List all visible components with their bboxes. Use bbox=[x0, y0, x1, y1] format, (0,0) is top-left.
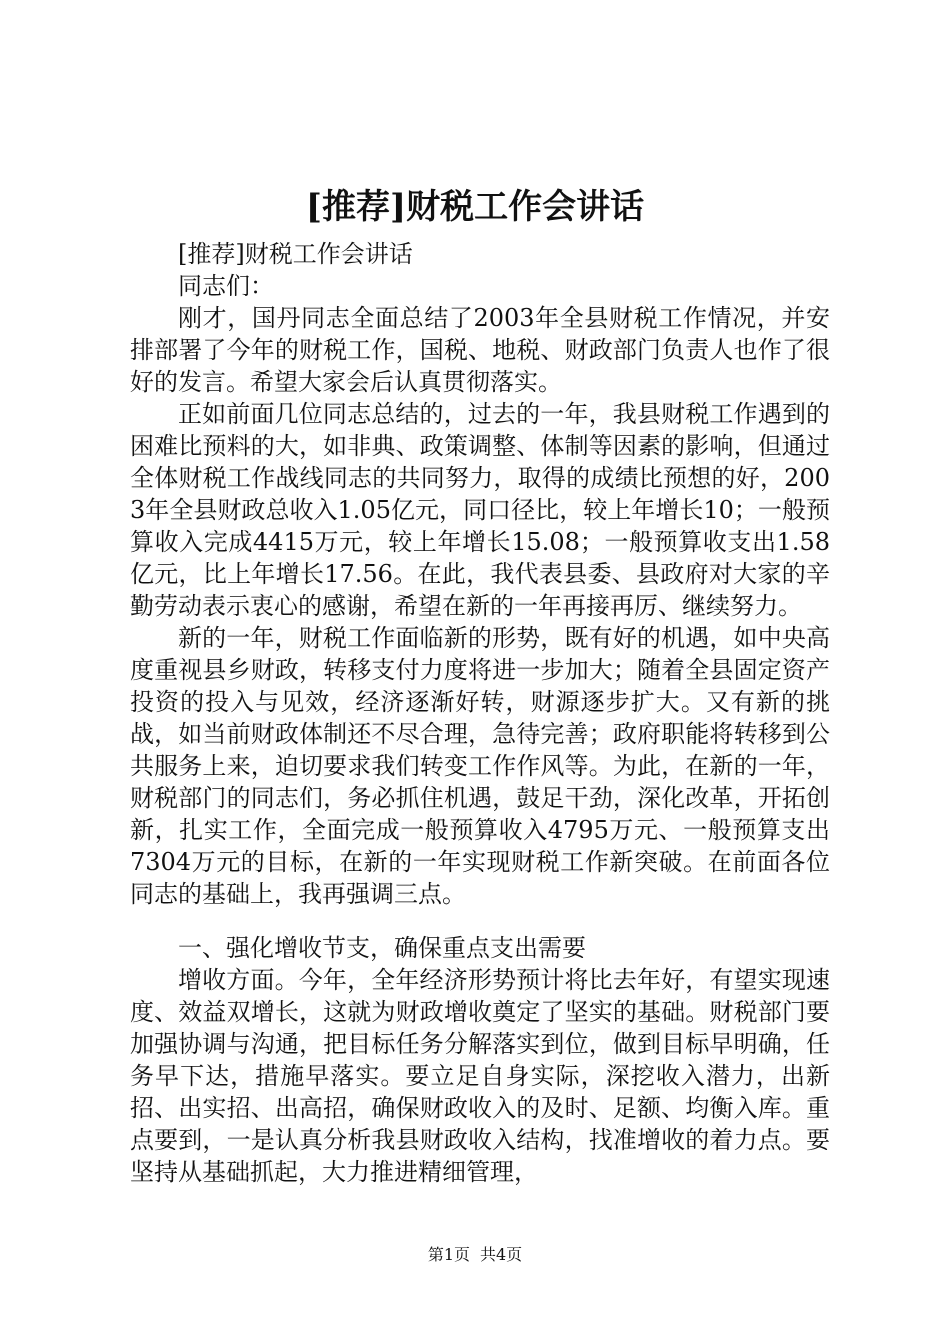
paragraph: 正如前面几位同志总结的，过去的一年，我县财税工作遇到的困难比预料的大，如非典、政策调整、体制等因素的影响，但通过全体财税工作战线同志的共同努力，取得的成绩比预想的好，2003年全县财政总收入1.05亿元，同口径比，较上年增长10；一般预算收入完成4415万元，较上年增长15.08；一般预算收支出1.58亿元，比上年增长17.56。在此，我代表县委、县政府对大家的辛勤劳动表示衷心的感谢，希望在新的一年再接再厉、继续努力。 bbox=[130, 400, 830, 620]
document-body bbox=[130, 238, 830, 1188]
paragraph: 新的一年，财税工作面临新的形势，既有好的机遇，如中央高度重视县乡财政，转移支付力度将进一步加大；随着全县固定资产投资的投入与见效，经济逐渐好转，财源逐步扩大。又有新的挑战，如当前财政体制还不尽合理，急待完善；政府职能将转移到公共服务上来，迫切要求我们转变工作作风等。为此，在新的一年，财税部门的同志们，务必抓住机遇，鼓足干劲，深化改革，开拓创新，扎实工作，全面完成一般预算收入4795万元、一般预算支出7304万元的目标，在新的一年实现财税工作新突破。在前面各位同志的基础上，我再强调三点。 bbox=[130, 624, 830, 908]
paragraph-subtitle: [推荐]财税工作会讲话 bbox=[178, 240, 413, 268]
page-total: 共4页 bbox=[480, 1245, 523, 1264]
paragraph: 增收方面。今年，全年经济形势预计将比去年好，有望实现速度、效益双增长，这就为财政增收奠定了坚实的基础。财税部门要加强协调与沟通，把目标任务分解落实到位，做到目标早明确，任务早下达，措施早落实。要立足自身实际，深挖收入潜力，出新招、出实招、出高招，确保财政收入的及时、足额、均衡入库。重点要到，一是认真分析我县财政收入结构，找准增收的着力点。要坚持从基础抓起，大力推进精细管理， bbox=[130, 966, 830, 1186]
section-heading: 一、强化增收节支，确保重点支出需要 bbox=[178, 934, 586, 962]
page-number: 第1页 bbox=[427, 1245, 470, 1264]
document-title: [推荐]财税工作会讲话 bbox=[305, 187, 645, 227]
paragraph: 刚才，国丹同志全面总结了2003年全县财税工作情况，并安排部署了今年的财税工作，国税、地税、财政部门负责人也作了很好的发言。希望大家会后认真贯彻落实。 bbox=[130, 304, 830, 396]
paragraph-salutation: 同志们： bbox=[178, 272, 274, 300]
page-footer bbox=[0, 1243, 950, 1267]
